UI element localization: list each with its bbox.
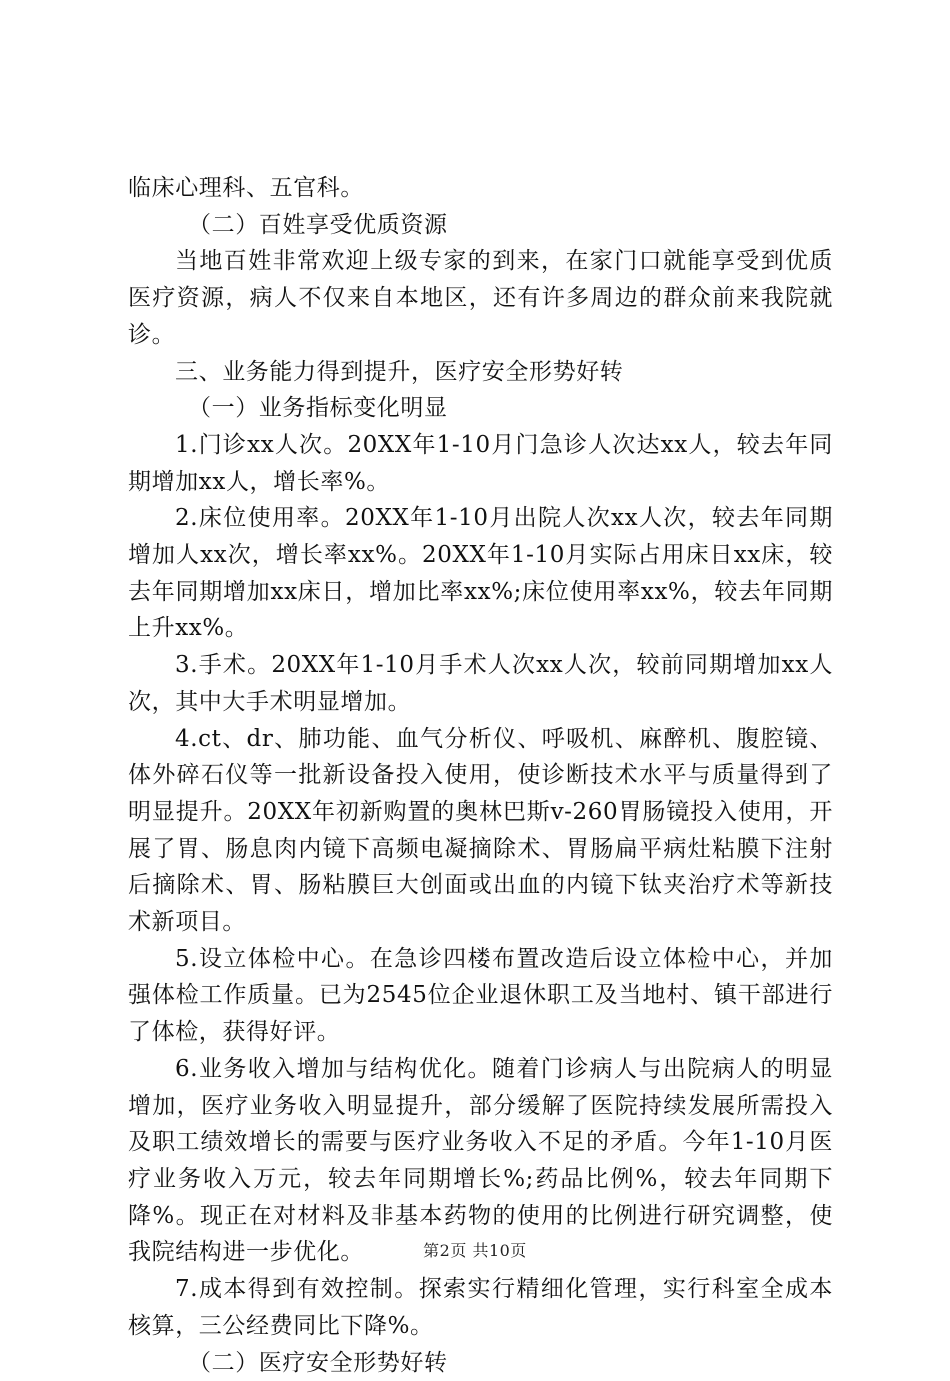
document-body bbox=[128, 170, 833, 1381]
subheading-quality-resources: （二）百姓享受优质资源 bbox=[128, 207, 833, 244]
paragraph-continuation: 临床心理科、五官科。 bbox=[128, 170, 833, 207]
paragraph-item-3: 3.手术。20XX年1-10月手术人次xx人次，较前同期增加xx人次，其中大手术明显增加。 bbox=[128, 647, 833, 720]
subheading-business-indicators: （一）业务指标变化明显 bbox=[128, 390, 833, 427]
paragraph-item-2: 2.床位使用率。20XX年1-10月出院人次xx人次，较去年同期增加人xx次，增长率xx%。20XX年1-10月实际占用床日xx床，较去年同期增加xx床日，增加比率xx%;床位使用率xx%，较去年同期上升xx%。 bbox=[128, 500, 833, 647]
subheading-medical-safety: （二）医疗安全形势好转 bbox=[128, 1345, 833, 1381]
paragraph-item-7: 7.成本得到有效控制。探索实行精细化管理，实行科室全成本核算，三公经费同比下降%。 bbox=[128, 1271, 833, 1344]
paragraph-item-1: 1.门诊xx人次。20XX年1-10月门急诊人次达xx人，较去年同期增加xx人，增长率%。 bbox=[128, 427, 833, 500]
paragraph-item-5: 5.设立体检中心。在急诊四楼布置改造后设立体检中心，并加强体检工作质量。已为2545位企业退休职工及当地村、镇干部进行了体检，获得好评。 bbox=[128, 941, 833, 1051]
paragraph-quality-resources: 当地百姓非常欢迎上级专家的到来，在家门口就能享受到优质医疗资源，病人不仅来自本地区，还有许多周边的群众前来我院就诊。 bbox=[128, 243, 833, 353]
paragraph-item-4: 4.ct、dr、肺功能、血气分析仪、呼吸机、麻醉机、腹腔镜、体外碎石仪等一批新设备投入使用，使诊断技术水平与质量得到了明显提升。20XX年初新购置的奥林巴斯v-260胃肠镜投入使用，开展了胃、肠息肉内镜下高频电凝摘除术、胃肠扁平病灶粘膜下注射后摘除术、胃、肠粘膜巨大创面或出血的内镜下钛夹治疗术等新技术新项目。 bbox=[128, 721, 833, 941]
paragraph-item-6: 6.业务收入增加与结构优化。随着门诊病人与出院病人的明显增加，医疗业务收入明显提升，部分缓解了医院持续发展所需投入及职工绩效增长的需要与医疗业务收入不足的矛盾。今年1-10月医疗业务收入万元，较去年同期增长%;药品比例%，较去年同期下降%。现正在对材料及非基本药物的使用的比例进行研究调整，使我院结构进一步优化。 bbox=[128, 1051, 833, 1271]
section-heading-3: 三、业务能力得到提升，医疗安全形势好转 bbox=[128, 354, 833, 391]
page-number-footer: 第2页 共10页 bbox=[0, 1238, 950, 1261]
